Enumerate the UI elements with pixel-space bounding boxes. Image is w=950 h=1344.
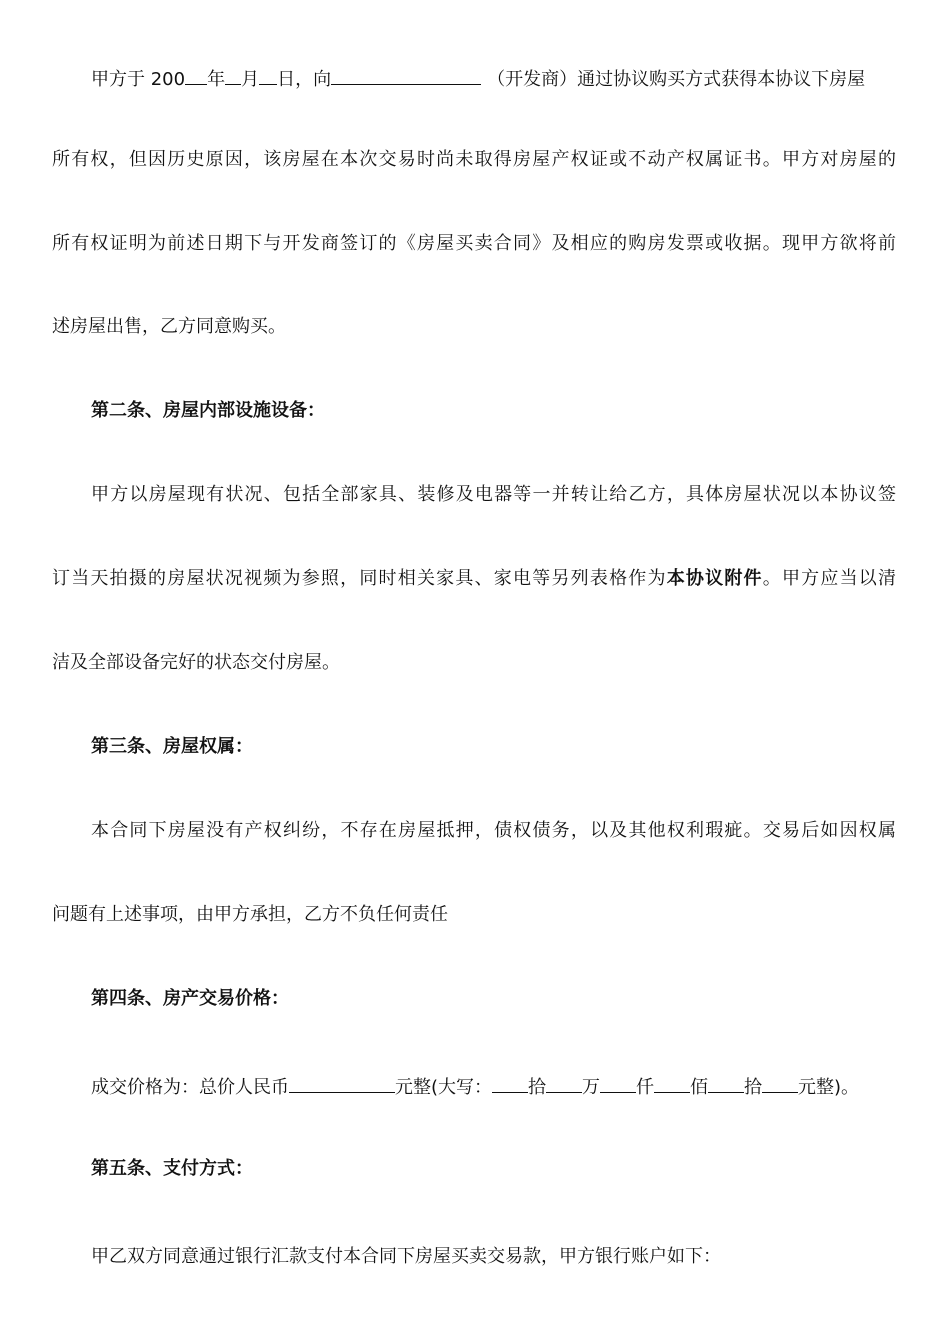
article3-line2: 问题有上述事项，由甲方承担，乙方不负任何责任 <box>52 904 448 925</box>
purchase-date-prefix: 甲方于 200 <box>91 69 186 90</box>
shi-wan-label: 拾 <box>528 1077 547 1098</box>
article1-line1 <box>91 64 881 90</box>
article3-line1: 本合同下房屋没有产权纠纷，不存在房屋抵押，债权债务，以及其他权利瑕疵。交易后如因权属 <box>91 820 896 841</box>
price-prefix: 成交价格为：总价人民币 <box>91 1077 289 1098</box>
shi-blank <box>708 1072 744 1093</box>
qian-label: 仟 <box>636 1077 655 1098</box>
shi-label: 拾 <box>744 1077 763 1098</box>
article2-line3: 洁及全部设备完好的状态交付房屋。 <box>52 652 340 673</box>
month-blank <box>225 64 241 85</box>
attachment-emphasis: 本协议附件 <box>666 568 763 589</box>
article5-heading: 第五条、支付方式： <box>91 1158 253 1179</box>
price-suffix: 元整)。 <box>798 1077 860 1098</box>
bai-label: 佰 <box>690 1077 709 1098</box>
article1-line4: 述房屋出售，乙方同意购买。 <box>52 316 286 337</box>
article1-line2: 所有权，但因历史原因，该房屋在本次交易时尚未取得房屋产权证或不动产权属证书。甲方对房屋的 <box>52 149 896 170</box>
developer-blank <box>331 64 481 85</box>
article2-line2 <box>52 566 896 592</box>
year-blank <box>185 64 207 85</box>
day-label: 日，向 <box>277 69 332 90</box>
wan-label: 万 <box>582 1077 601 1098</box>
yuan-blank <box>762 1072 798 1093</box>
article2-line1: 甲方以房屋现有状况、包括全部家具、装修及电器等一并转让给乙方，具体房屋状况以本协议签 <box>91 484 896 505</box>
year-label: 年 <box>207 69 226 90</box>
article5-line1: 甲乙双方同意通过银行汇款支付本合同下房屋买卖交易款，甲方银行账户如下： <box>91 1246 721 1267</box>
article2-line2-pre: 订当天拍摄的房屋状况视频为参照，同时相关家具、家电等另列表格作为 <box>52 568 667 589</box>
article1-line3: 所有权证明为前述日期下与开发商签订的《房屋买卖合同》及相应的购房发票或收据。现甲方欲将前 <box>52 233 896 254</box>
article2-line2-post: 。甲方应当以清 <box>762 568 897 589</box>
month-label: 月 <box>241 69 260 90</box>
bai-blank <box>654 1072 690 1093</box>
day-blank <box>259 64 277 85</box>
wan-blank <box>546 1072 582 1093</box>
article3-heading: 第三条、房屋权属： <box>91 736 253 757</box>
qian-blank <box>600 1072 636 1093</box>
price-yuan-label: 元整(大写： <box>395 1077 493 1098</box>
shi-wan-blank <box>492 1072 528 1093</box>
price-number-blank <box>289 1072 395 1093</box>
developer-suffix: （开发商）通过协议购买方式获得本协议下房屋 <box>487 69 866 90</box>
price-line <box>91 1072 896 1098</box>
article2-heading: 第二条、房屋内部设施设备： <box>91 400 325 421</box>
article4-heading: 第四条、房产交易价格： <box>91 988 289 1009</box>
